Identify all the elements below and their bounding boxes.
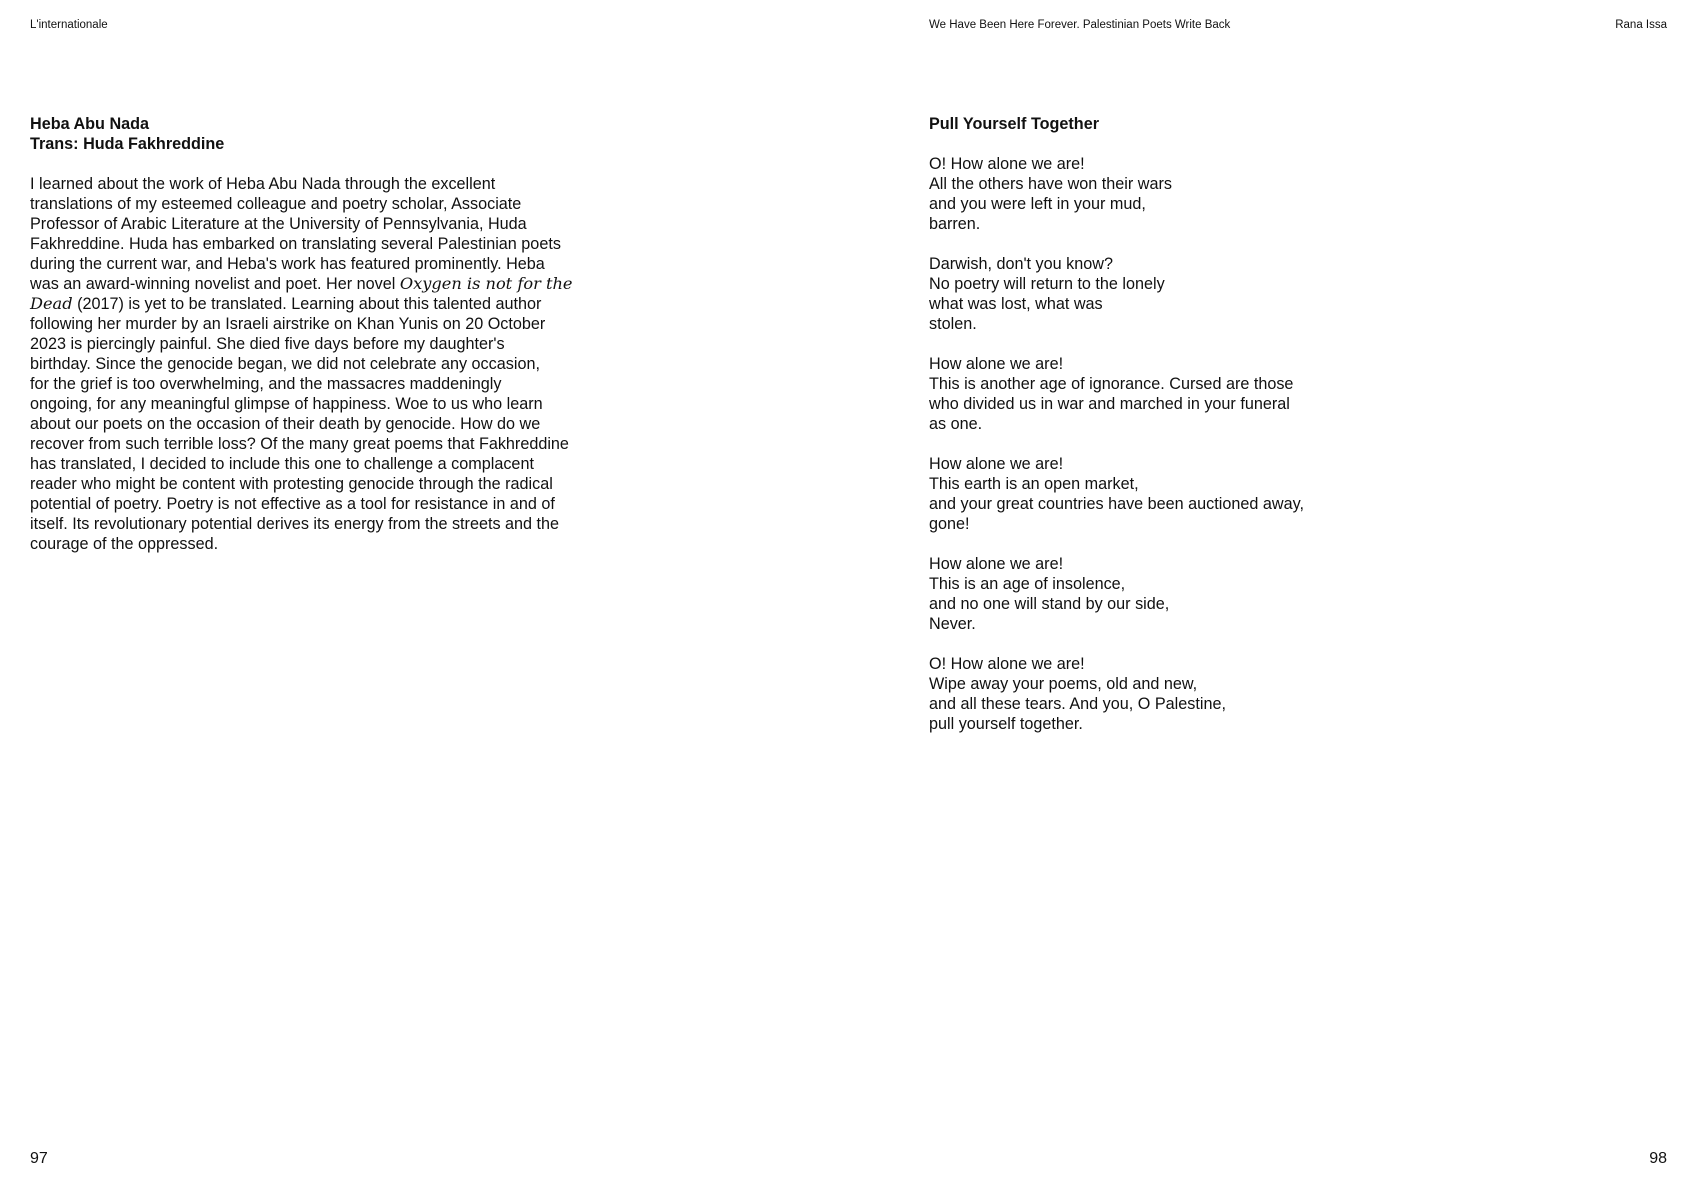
novel-title: Oxygen is not for the Dead: [30, 274, 573, 313]
intro-paragraph: [30, 174, 590, 554]
poem-line: Wipe away your poems, old and new,: [929, 675, 1198, 693]
poet-name: Heba Abu Nada: [30, 115, 150, 133]
poem-stanza: [929, 354, 1349, 434]
poem-line: This is an age of insolence,: [929, 575, 1126, 593]
poem-line: Darwish, don't you know?: [929, 255, 1113, 273]
poem-line: No poetry will return to the lonely: [929, 275, 1165, 293]
poem-line: How alone we are!: [929, 355, 1064, 373]
poem-line: what was lost, what was: [929, 295, 1103, 313]
poem-line: stolen.: [929, 315, 977, 333]
poem-line: pull yourself together.: [929, 715, 1083, 733]
poem-body: [929, 154, 1349, 734]
left-page-content: [30, 114, 590, 554]
intro-text-after-title: (2017) is yet to be translated. Learning about this talented author following her murder by an Israeli airstrike on Khan Yunis on 20 October 2023 is piercingly painful. She died five days before my daughter's birthday. Since the genocide began, we did not celebrate any occasion, for the grief is too overwhelming, and the massacres maddeningly ongoing, for any meaningful glimpse of happiness. Woe to us who learn about our poets on the occasion of their death by genocide. How do we recover from such terrible loss? Of the many great poems that Fakhreddine has translated, I decided to include this one to challenge a complacent reader who might be content with protesting genocide through the radical potential of poetry. Poetry is not effective as a tool for resistance in and of itself. Its revolutionary potential derives its energy from the streets and the courage of the oppressed.: [30, 295, 569, 553]
poem-stanza: [929, 554, 1349, 634]
poem-line: How alone we are!: [929, 455, 1064, 473]
poem-line: O! How alone we are!: [929, 155, 1085, 173]
running-head-author: Rana Issa: [1615, 19, 1667, 31]
poem-line: This is another age of ignorance. Cursed are those: [929, 375, 1294, 393]
poem-line: and all these tears. And you, O Palestine,: [929, 695, 1226, 713]
running-head-publication: L'internationale: [30, 19, 108, 31]
page-number-right: 98: [1649, 1150, 1667, 1167]
poem-line: and your great countries have been auctioned away,: [929, 495, 1304, 513]
poem-stanza: [929, 254, 1349, 334]
translator-credit: Trans: Huda Fakhreddine: [30, 135, 225, 153]
poem-line: gone!: [929, 515, 970, 533]
poem-line: and you were left in your mud,: [929, 195, 1146, 213]
poem-line: How alone we are!: [929, 555, 1064, 573]
poem-line: All the others have won their wars: [929, 175, 1172, 193]
poem-line: This earth is an open market,: [929, 475, 1139, 493]
poem-stanza: [929, 154, 1349, 234]
poem-title: Pull Yourself Together: [929, 115, 1099, 133]
poem-stanza: [929, 654, 1349, 734]
intro-text-before-title: I learned about the work of Heba Abu Nada through the excellent translations of my esteemed colleague and poetry scholar, Associate Professor of Arabic Literature at the University of Pennsylvania, Huda Fakhreddine. Huda has embarked on translating several Palestinian poets during the current war, and Heba's work has featured prominently. Heba was an award-winning novelist and poet. Her novel: [30, 175, 561, 293]
poem-line: as one.: [929, 415, 983, 433]
intro-essay: [30, 174, 590, 554]
poem-line: barren.: [929, 215, 981, 233]
page-number-left: 97: [30, 1150, 48, 1167]
poem-stanza: [929, 454, 1349, 534]
poem-line: who divided us in war and marched in your funeral: [929, 395, 1290, 413]
right-page-content: [929, 114, 1349, 754]
poem-line: O! How alone we are!: [929, 655, 1085, 673]
running-head-title: We Have Been Here Forever. Palestinian Poets Write Back: [929, 19, 1231, 31]
poem-line: and no one will stand by our side,: [929, 595, 1170, 613]
poem-line: Never.: [929, 615, 976, 633]
